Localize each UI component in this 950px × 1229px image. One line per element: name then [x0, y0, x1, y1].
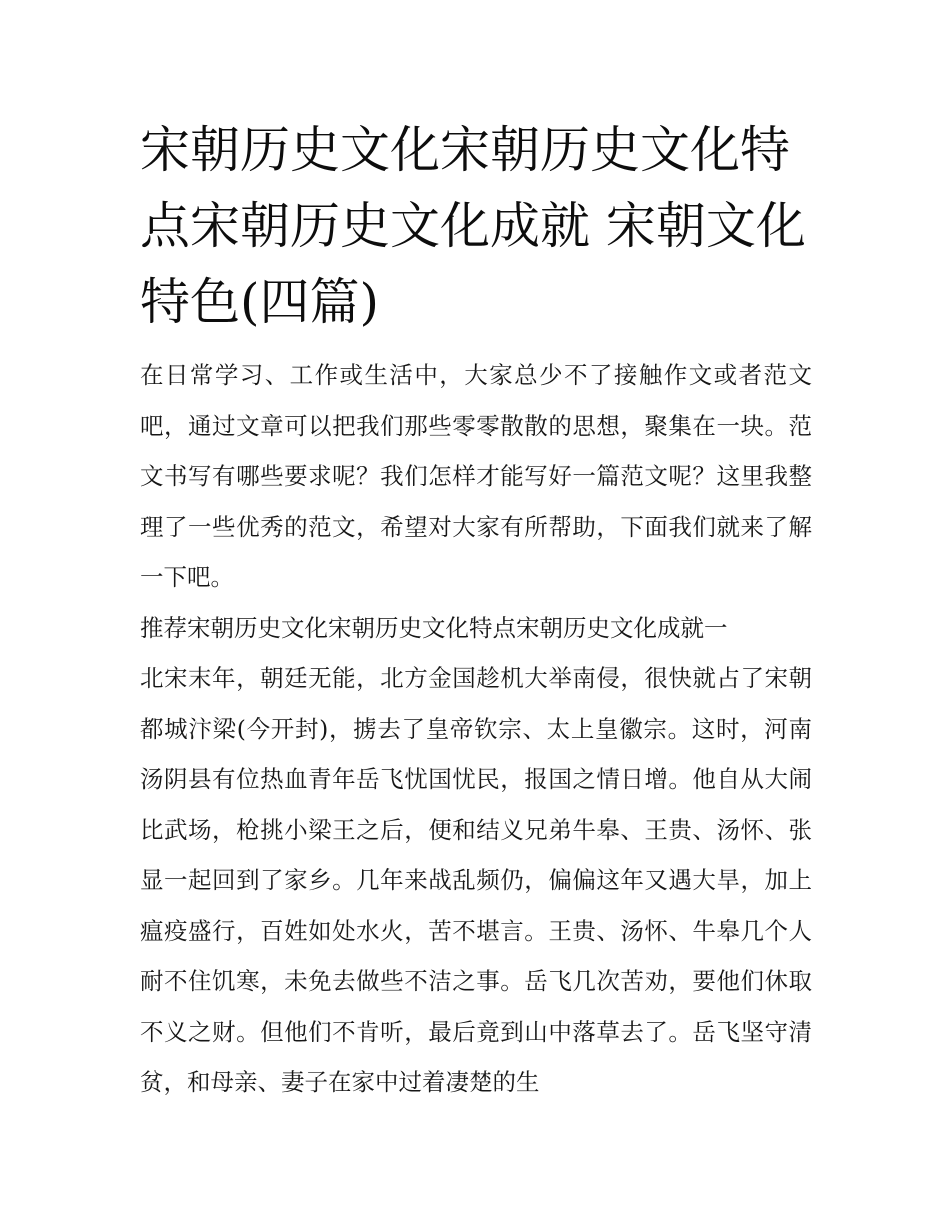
intro-paragraph: 在日常学习、工作或生活中，大家总少不了接触作文或者范文吧，通过文章可以把我们那些零零散散的思想，聚集在一块。范文书写有哪些要求呢？我们怎样才能写好一篇范文呢？这里我整理了一些优秀的范文，希望对大家有所帮助，下面我们就来了解一下吧。 [140, 361, 812, 591]
section-heading: 推荐宋朝历史文化宋朝历史文化特点宋朝历史文化成就一 [140, 613, 728, 642]
document-content [140, 112, 812, 1108]
body-paragraph: 北宋末年，朝廷无能，北方金国趁机大举南侵，很快就占了宋朝都城汴梁(今开封)，掳去了皇帝钦宗、太上皇徽宗。这时，河南汤阴县有位热血青年岳飞忧国忧民，报国之情日增。他自从大闹比武场，枪挑小梁王之后，便和结义兄弟牛皋、王贵、汤怀、张显一起回到了家乡。几年来战乱频仍，偏偏这年又遇大旱，加上瘟疫盛行，百姓如处水火，苦不堪言。王贵、汤怀、牛皋几个人耐不住饥寒，未免去做些不洁之事。岳飞几次苦劝，要他们休取不义之财。但他们不肯听，最后竟到山中落草去了。岳飞坚守清贫，和母亲、妻子在家中过着凄楚的生 [140, 664, 812, 1096]
document-title: 宋朝历史文化宋朝历史文化特点宋朝历史文化成就 宋朝文化特色(四篇) [140, 121, 806, 331]
